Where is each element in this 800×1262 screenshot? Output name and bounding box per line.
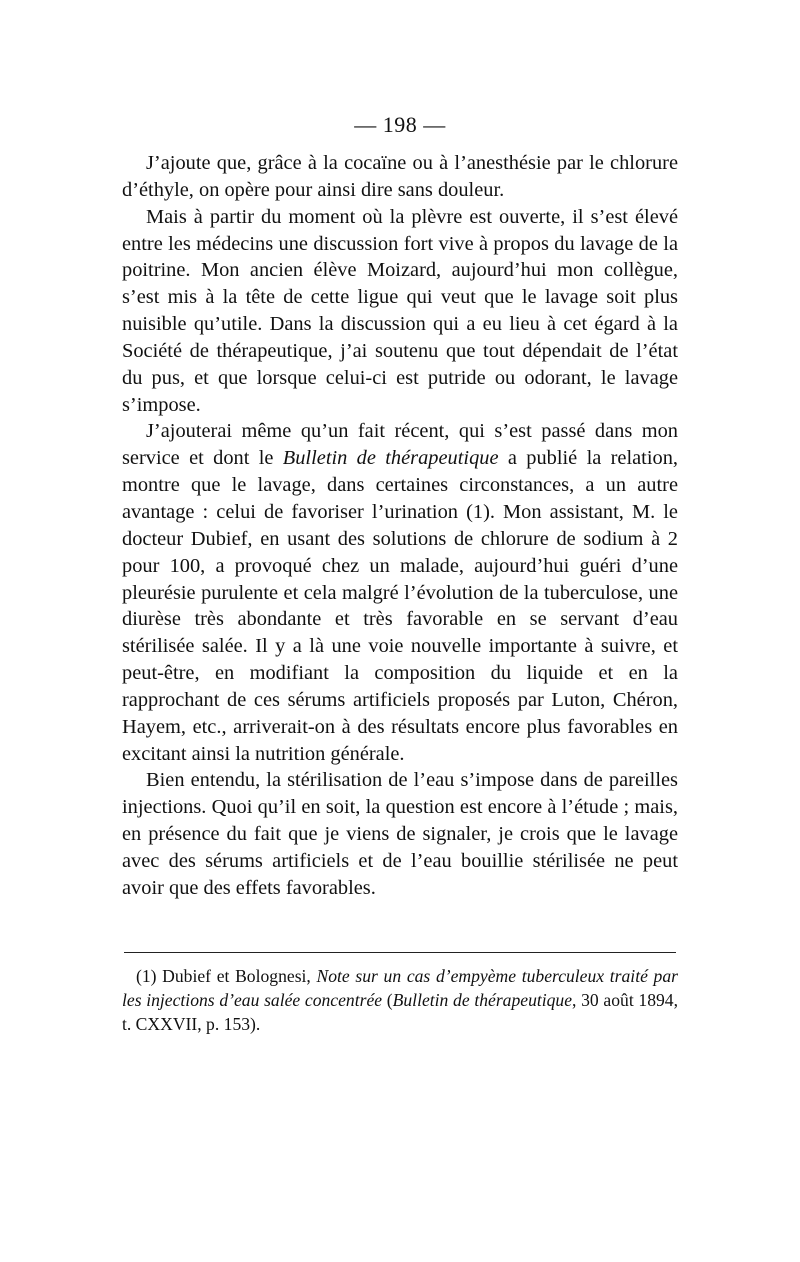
paragraph-3-text-end: a publié la relation, montre que le lavage, dans certaines circonstances, a un autre avantage : celui de favoriser l’urination (1). Mon assistant, M. le docteur Dubief, en usant des solutions de chlorure de sodium à 2 pour 100, a provoqué chez un malade, aujourd’hui guéri d’une pleurésie purulente et cela malgré l’évolution de la tuberculose, une diurèse très abondante et très favorable en se servant d’eau stérilisée salée. Il y a là une voie nouvelle importante à suivre, et peut-être, en modifiant la composition du liquide et en la rapprochant de ces sérums artificiels proposés par Luton, Chéron, Hayem, etc., arriverait-on à des résultats encore plus favorables en excitant ainsi la nutrition générale. xyxy=(122,447,678,765)
footnote-1 xyxy=(122,964,678,1036)
footnote-citation: , 30 août 1894, t. CXXVII, p. 153). xyxy=(122,990,678,1034)
paragraph-3 xyxy=(122,418,678,767)
paragraph-4: Bien entendu, la stérilisation de l’eau s’impose dans de pareilles injections. Quoi qu’il en soit, la question est encore à l’étude ; mais, en présence du fait que je viens de signaler, je crois que le lavage avec des sérums artificiels et de l’eau bouillie stérilisée ne peut avoir que des effets favorables. xyxy=(122,769,678,899)
paragraph-2: Mais à partir du moment où la plèvre est ouverte, il s’est élevé entre les médecins une discussion fort vive à propos du lavage de la poitrine. Mon ancien élève Moizard, aujourd’hui mon collègue, s’est mis à la tête de cette ligue qui veut que le lavage soit plus nuisible qu’utile. Dans la discussion qui a eu lieu à cet égard à la Société de thérapeutique, j’ai soutenu que tout dépendait de l’état du pus, et que lorsque celui-ci est putride ou odorant, le lavage s’impose. xyxy=(122,205,678,416)
footnote-separator-rule xyxy=(124,952,676,953)
page-number: — 198 — xyxy=(354,112,446,137)
footnote-authors: (1) Dubief et Bolognesi, xyxy=(136,966,317,986)
footnote-paren: ( xyxy=(382,990,393,1010)
footnote xyxy=(122,964,678,1036)
paragraph-1: J’ajoute que, grâce à la cocaïne ou à l’anesthésie par le chlorure d’éthyle, on opère pour ainsi dire sans douleur. xyxy=(122,152,678,201)
footnote-article-title: Note sur un cas d’empyème tuberculeux traité par les injections d’eau salée concentrée xyxy=(122,966,678,1010)
journal-title-italic: Bulletin de thérapeutique xyxy=(282,447,499,470)
paragraph-3-text-start: J’ajouterai même qu’un fait récent, qui s’est passé dans mon service et dont le xyxy=(122,420,678,470)
main-text xyxy=(122,150,678,902)
footnote-journal-title: Bulletin de thérapeutique xyxy=(392,990,573,1010)
